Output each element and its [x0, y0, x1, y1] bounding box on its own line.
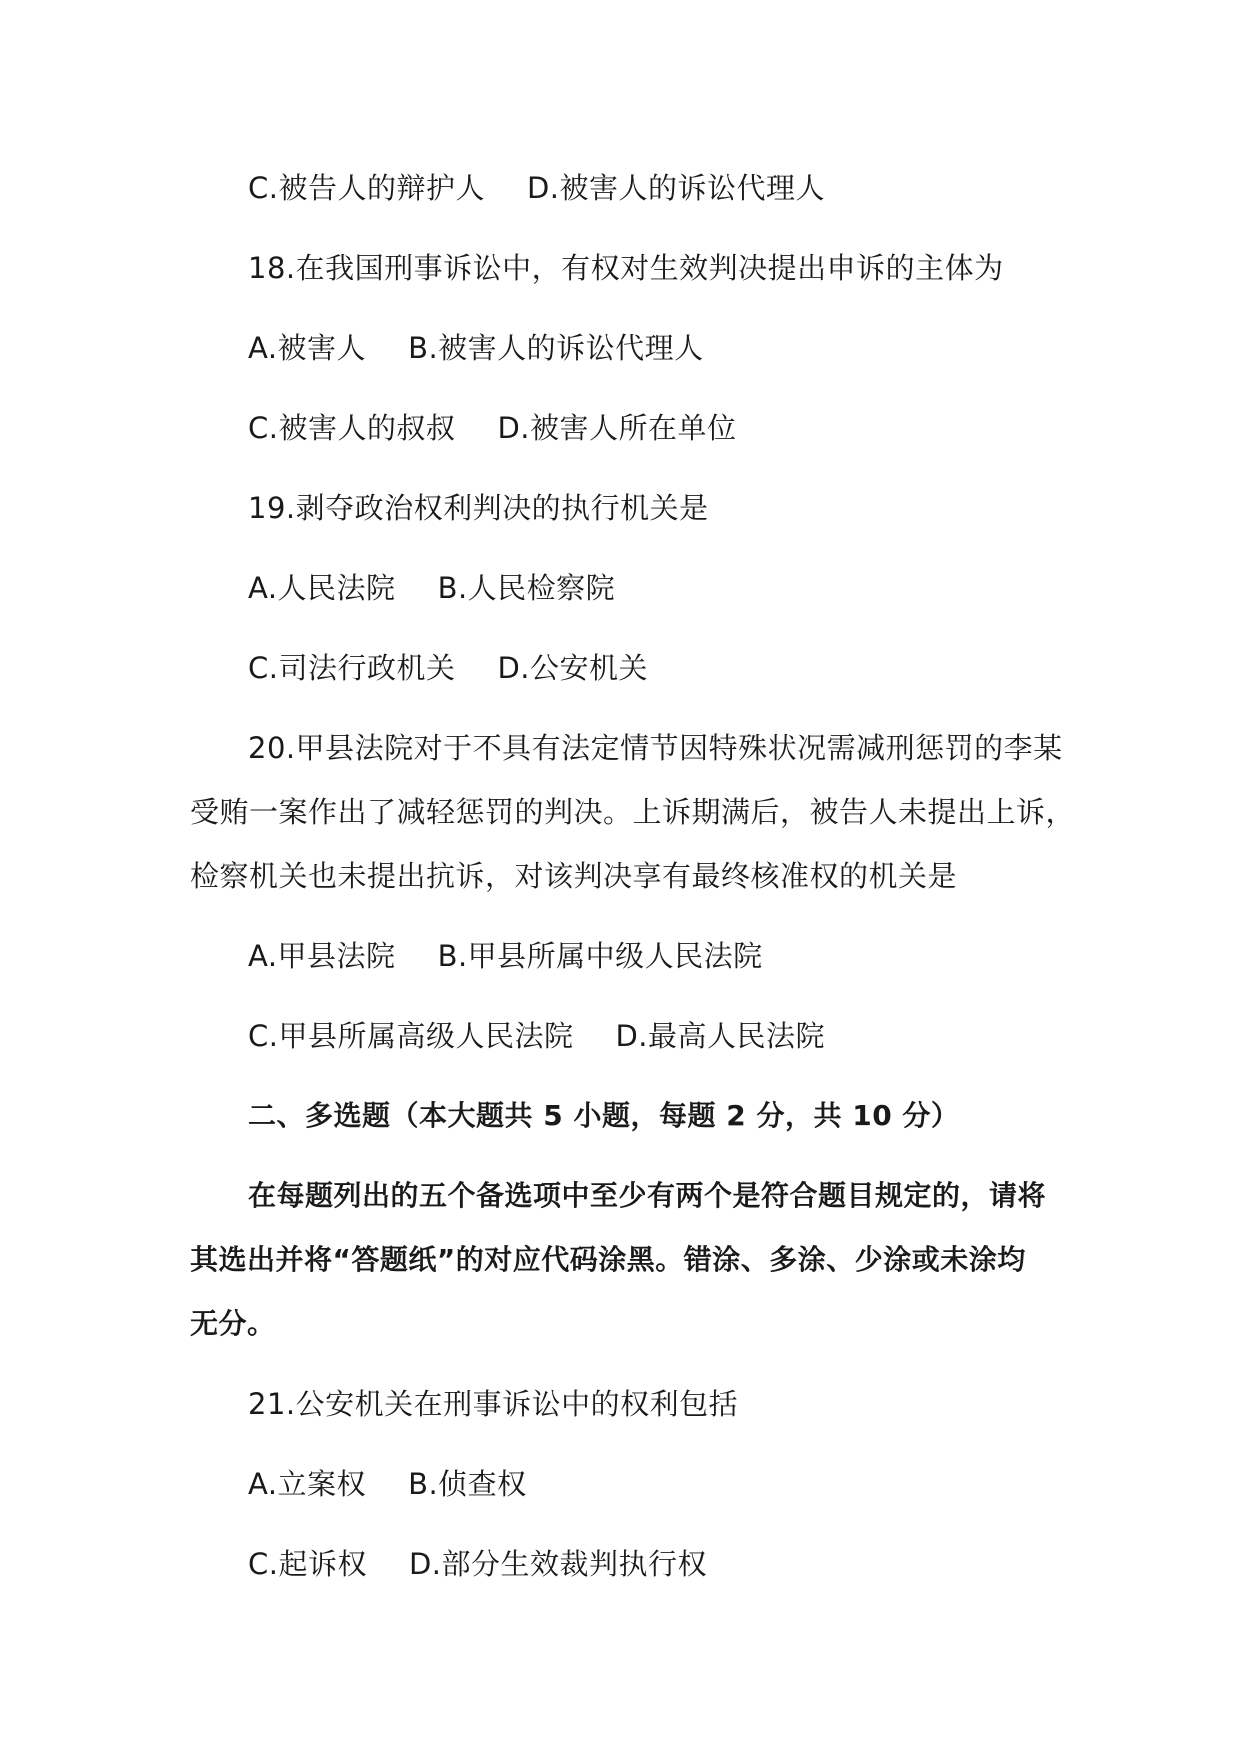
q19-option-a: A.人民法院 — [248, 571, 396, 605]
q17-options-cd — [248, 168, 1128, 208]
q21-option-b: B.侦查权 — [408, 1467, 527, 1501]
q20-stem-line1: 20.甲县法院对于不具有法定情节因特殊状况需减刑惩罚的李某 — [248, 731, 1063, 765]
q21-options-ab — [248, 1464, 1128, 1504]
q20-options-ab — [248, 936, 1128, 976]
q21-option-c: C.起诉权 — [248, 1547, 367, 1581]
q20-stem-line2: 受贿一案作出了减轻惩罚的判决。上诉期满后，被告人未提出上诉， — [190, 795, 1076, 829]
q19-option-b: B.人民检察院 — [437, 571, 616, 605]
q18-options-cd — [248, 408, 1128, 448]
section2-heading: 二、多选题（本大题共 5 小题，每题 2 分，共 10 分） — [248, 1099, 960, 1132]
section2-instructions-line1: 在每题列出的五个备选项中至少有两个是符合题目规定的，请将 — [248, 1179, 1047, 1212]
q20-option-d: D.最高人民法院 — [615, 1019, 826, 1053]
q17-option-c: C.被告人的辩护人 — [248, 171, 485, 205]
q18-option-a: A.被害人 — [248, 331, 367, 365]
q21-stem: 21.公安机关在刑事诉讼中的权利包括 — [248, 1387, 739, 1421]
q19-options-cd — [248, 648, 1128, 688]
q19-option-c: C.司法行政机关 — [248, 651, 456, 685]
q21-options-cd — [248, 1544, 1128, 1584]
q17-option-d: D.被害人的诉讼代理人 — [526, 171, 826, 205]
q19-options-ab — [248, 568, 1128, 608]
section2-instructions-line3: 无分。 — [190, 1307, 276, 1340]
q19-option-d: D.公安机关 — [497, 651, 649, 685]
q20-options-cd — [248, 1016, 1128, 1056]
q18-options-ab — [248, 328, 1128, 368]
q21-option-a: A.立案权 — [248, 1467, 367, 1501]
q20-stem-line3: 检察机关也未提出抗诉，对该判决享有最终核准权的机关是 — [190, 859, 958, 893]
q18-option-c: C.被害人的叔叔 — [248, 411, 456, 445]
q20-option-a: A.甲县法院 — [248, 939, 396, 973]
q20-option-c: C.甲县所属高级人民法院 — [248, 1019, 574, 1053]
q20-option-b: B.甲县所属中级人民法院 — [437, 939, 763, 973]
section2-instructions-line2: 其选出并将“答题纸”的对应代码涂黑。错涂、多涂、少涂或未涂均 — [190, 1243, 1026, 1276]
q18-option-b: B.被害人的诉讼代理人 — [408, 331, 704, 365]
q18-stem: 18.在我国刑事诉讼中，有权对生效判决提出申诉的主体为 — [248, 251, 1004, 285]
q18-option-d: D.被害人所在单位 — [497, 411, 737, 445]
q19-stem: 19.剥夺政治权利判决的执行机关是 — [248, 491, 709, 525]
q21-option-d: D.部分生效裁判执行权 — [408, 1547, 708, 1581]
